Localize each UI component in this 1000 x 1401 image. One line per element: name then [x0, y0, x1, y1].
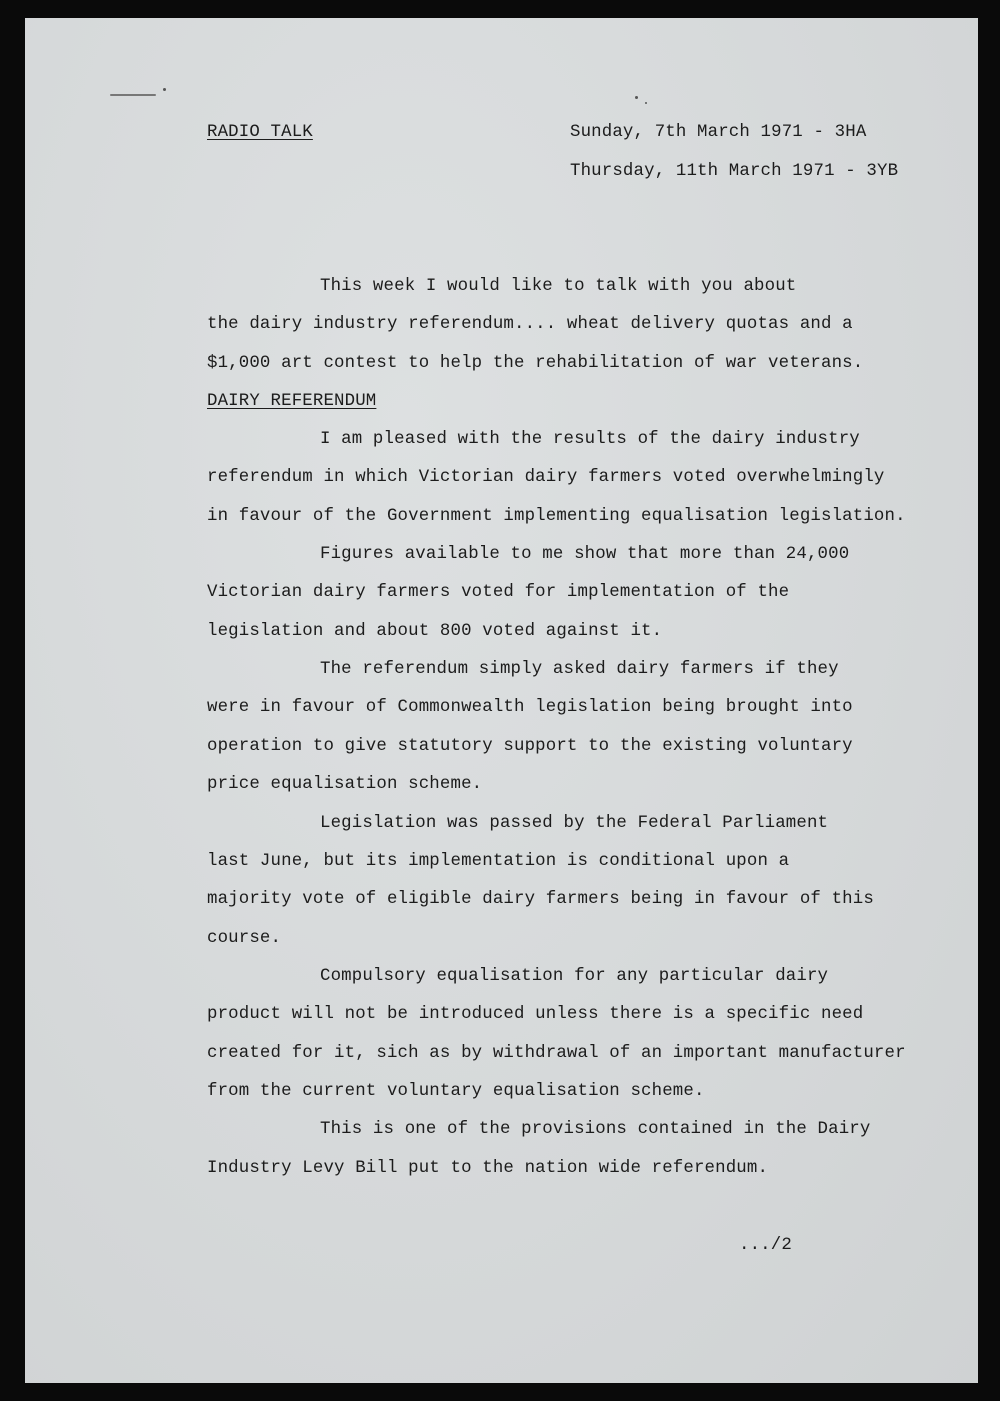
ink-speck	[635, 96, 638, 99]
ink-speck	[645, 102, 647, 104]
paragraph-line: Industry Levy Bill put to the nation wide referendum.	[207, 1159, 769, 1178]
paragraph-line: created for it, sich as by withdrawal of an important manufacturer	[207, 1044, 906, 1063]
page-continuation: .../2	[739, 1236, 792, 1255]
document-title: RADIO TALK	[207, 123, 313, 142]
paragraph-line: I am pleased with the results of the dairy industry	[320, 430, 860, 449]
section-heading: DAIRY REFERENDUM	[207, 392, 377, 411]
paragraph-line: The referendum simply asked dairy farmers if they	[320, 660, 839, 679]
intro-line: the dairy industry referendum.... wheat delivery quotas and a	[207, 315, 853, 334]
paragraph-line: operation to give statutory support to the existing voluntary	[207, 737, 853, 756]
paragraph-line: last June, but its implementation is conditional upon a	[207, 852, 790, 871]
paragraph-line: Compulsory equalisation for any particular dairy	[320, 967, 829, 986]
paragraph-line: legislation and about 800 voted against it.	[207, 622, 663, 641]
broadcast-date-2: Thursday, 11th March 1971 - 3YB	[570, 162, 899, 181]
paragraph-line: referendum in which Victorian dairy farmers voted overwhelmingly	[207, 468, 885, 487]
paragraph-line: product will not be introduced unless there is a specific need	[207, 1005, 864, 1024]
paragraph-line: Figures available to me show that more than 24,000	[320, 545, 850, 564]
paragraph-line: from the current voluntary equalisation scheme.	[207, 1082, 705, 1101]
paragraph-line: This is one of the provisions contained in the Dairy	[320, 1120, 871, 1139]
intro-line: $1,000 art contest to help the rehabilitation of war veterans.	[207, 354, 864, 373]
paragraph-line: Legislation was passed by the Federal Parliament	[320, 814, 829, 833]
broadcast-date-1: Sunday, 7th March 1971 - 3HA	[570, 123, 867, 142]
paragraph-line: in favour of the Government implementing equalisation legislation.	[207, 507, 906, 526]
paragraph-line: majority vote of eligible dairy farmers being in favour of this	[207, 890, 874, 909]
paragraph-line: Victorian dairy farmers voted for implementation of the	[207, 583, 790, 602]
document-page	[25, 18, 978, 1383]
paragraph-line: course.	[207, 929, 282, 948]
ink-speck	[163, 88, 166, 91]
paragraph-line: price equalisation scheme.	[207, 775, 483, 794]
paragraph-line: were in favour of Commonwealth legislation being brought into	[207, 698, 853, 717]
ink-speck	[110, 94, 156, 96]
intro-line: This week I would like to talk with you about	[320, 277, 797, 296]
